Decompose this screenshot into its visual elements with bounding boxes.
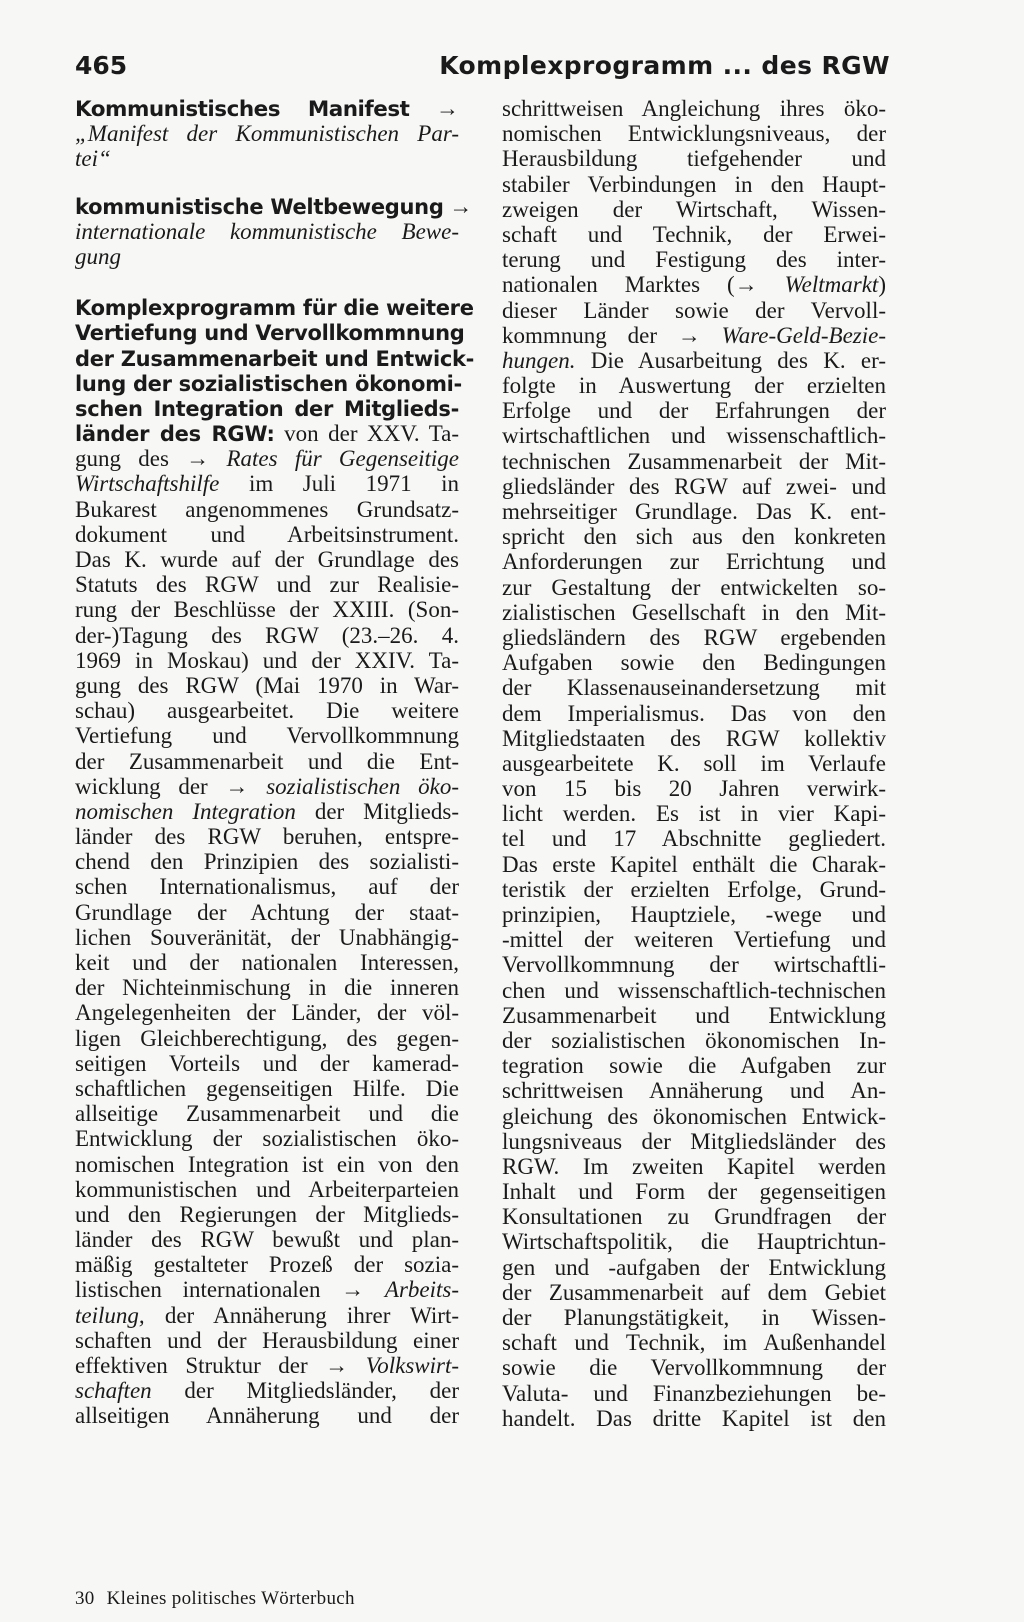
body-line: der Klassenauseinandersetzung mit (502, 675, 886, 701)
body-text: ) (878, 272, 886, 298)
body-line: Vertiefung und Vervollkommnung (75, 723, 459, 749)
body-line: zialistischen Gesellschaft in den Mit- (502, 599, 886, 625)
body-line: Das erste Kapitel enthält die Charak- (502, 851, 886, 877)
body-line: Valuta- und Finanzbeziehungen be- (502, 1380, 886, 1406)
body-line: allseitige Zusammenarbeit und die (75, 1101, 459, 1127)
body-text: der Mitglieds- (314, 798, 460, 824)
cross-reference-link[interactable]: Volkswirt- (365, 1353, 460, 1378)
cross-reference-arrow: → (436, 96, 459, 121)
body-text: gung des (75, 446, 169, 472)
body-line: -mittel der weiteren Vertiefung und (502, 927, 886, 953)
body-text: kommnung der (502, 322, 657, 348)
headword-line: Komplexprogramm für die weitere (75, 296, 474, 321)
body-line: mehrseitiger Grundlage. Das K. ent- (502, 499, 886, 524)
body-line: stabiler Verbindungen in den Haupt- (502, 171, 886, 197)
body-line: schaft und Technik, der Erwei- (502, 221, 886, 247)
left-column (75, 96, 475, 1429)
cross-reference-arrow: → (449, 193, 473, 219)
body-line: chen und wissenschaftlich-technischen (502, 977, 886, 1003)
body-line: zweigen der Wirtschaft, Wissen- (502, 196, 886, 222)
cross-reference-link[interactable]: internationale kommunistische Bewe- (75, 218, 459, 244)
cross-reference-link[interactable]: Weltmarkt (784, 272, 879, 298)
body-line: terung und Festigung des inter- (502, 247, 886, 273)
body-line: Zusammenarbeit und Entwicklung (502, 1002, 886, 1028)
body-text: nationalen Marktes ( (502, 272, 735, 298)
body-line: keit und der nationalen Interessen, (75, 950, 459, 975)
cross-reference-link-cont[interactable]: nomischen Integration (75, 798, 296, 824)
body-line: rung der Beschlüsse der XXIII. (Son- (75, 597, 459, 623)
cross-reference-link[interactable]: Ware-Geld-Bezie- (721, 322, 886, 348)
body-line: folgte in Auswertung der erzielten (502, 373, 886, 399)
body-line: allseitigen Annäherung und der (75, 1403, 459, 1429)
body-line: RGW. Im zweiten Kapitel werden (502, 1153, 886, 1179)
body-line: länder des RGW bewußt und plan- (75, 1227, 459, 1253)
body-line: schau) ausgearbeitet. Die weitere (75, 698, 459, 724)
body-line: seitigen Vorteils und der kamerad- (75, 1050, 459, 1076)
cross-reference-link-cont[interactable]: gung (75, 243, 121, 269)
body-line: sowie die Vervollkommnung der (502, 1355, 886, 1381)
body-line: zur Gestaltung der entwickelten so- (502, 574, 886, 600)
entry-kommunistisches-manifest (75, 96, 459, 172)
book-title: Kleines politisches Wörterbuch (106, 1588, 355, 1609)
body-line: tel und 17 Abschnitte gegliedert. (502, 826, 886, 852)
entry-spacer (75, 269, 459, 295)
page-footer (75, 1588, 355, 1610)
body-text: der Mitgliedsländer, der (184, 1378, 460, 1404)
body-line: der-)Tagung des RGW (23.–26. 4. (75, 622, 459, 648)
cross-reference-arrow: → (341, 1277, 365, 1303)
body-line: der sozialistischen ökonomischen In- (502, 1027, 886, 1053)
body-line: von 15 bis 20 Jahren verwirk- (502, 776, 886, 802)
body-line: dem Imperialismus. Das von den (502, 700, 886, 726)
headword-line: der Zusammenarbeit und Entwick- (75, 346, 475, 371)
cross-reference-link-cont[interactable]: hungen. (502, 347, 576, 373)
headword: Kommunistisches Manifest (75, 97, 410, 122)
body-line: Inhalt und Form der gegenseitigen (502, 1179, 886, 1205)
body-line: der Nichteinmischung in die inneren (75, 975, 459, 1001)
entry-kommunistische-weltbewegung (75, 193, 473, 270)
cross-reference-link[interactable]: sozialistischen öko- (266, 773, 460, 799)
running-title: Komplexprogramm ... des RGW (439, 51, 890, 80)
headword-line: länder des RGW: (75, 422, 275, 447)
body-line: prinzipien, Hauptziele, -wege und (502, 902, 886, 927)
body-line: Angelegenheiten der Länder, der völ- (75, 1000, 459, 1026)
body-line: der Planungstätigkeit, in Wissen- (502, 1305, 886, 1330)
body-line: lichen Souveränität, der Unabhängig- (75, 924, 459, 950)
body-line: Erfolge und der Erfahrungen der (502, 398, 886, 424)
body-line: Wirtschaftspolitik, die Hauptrichtun- (502, 1229, 886, 1255)
body-line: nomischen Entwicklungsniveaus, der (502, 121, 886, 147)
entry-komplexprogramm (75, 295, 475, 1429)
body-line: Entwicklung der sozialistischen öko- (75, 1126, 459, 1152)
entry-spacer (75, 172, 459, 194)
body-line: 1969 in Moskau) und der XXIV. Ta- (75, 647, 459, 673)
body-text: von der XXV. Ta- (284, 421, 460, 447)
body-line: und den Regierungen der Mitglieds- (75, 1201, 459, 1227)
cross-reference-arrow: → (225, 773, 249, 799)
body-line: dieser Länder sowie der Vervoll- (502, 297, 886, 323)
body-line: dokument und Arbeitsinstrument. (75, 521, 459, 547)
body-line: lungsniveaus der Mitgliedsländer des (502, 1128, 886, 1154)
body-line: schen Internationalismus, auf der (75, 874, 459, 900)
body-line: mäßig gestalteter Prozeß der sozia- (75, 1252, 459, 1278)
body-line: der Zusammenarbeit auf dem Gebiet (502, 1279, 886, 1305)
body-line: ausgearbeitete K. soll im Verlaufe (502, 750, 886, 776)
body-line: Aufgaben sowie den Bedingungen (502, 650, 886, 676)
page-number: 465 (75, 51, 128, 80)
body-text: effektiven Struktur der (75, 1353, 308, 1378)
body-line: gliedsländern des RGW ergebenden (502, 624, 886, 650)
body-line: schaft und Technik, im Außenhandel (502, 1330, 886, 1356)
body-text: im Juli 1971 in (248, 471, 460, 497)
body-line: schaftlichen gegenseitigen Hilfe. Die (75, 1075, 459, 1101)
body-line: der Zusammenarbeit und die Ent- (75, 748, 459, 774)
cross-reference-link-cont[interactable]: Wirtschaftshilfe (75, 471, 220, 497)
body-line: schrittweisen Annäherung und An- (502, 1078, 886, 1104)
cross-reference-arrow: → (325, 1353, 349, 1378)
body-line: nomischen Integration ist ein von den (75, 1151, 459, 1177)
cross-reference-arrow: → (186, 446, 210, 472)
body-line: Grundlage der Achtung der staat- (75, 899, 459, 925)
headword-line: Vertiefung und Vervollkommnung (75, 321, 465, 346)
headword: kommunistische Weltbewegung (75, 194, 444, 219)
cross-reference-link-cont[interactable]: schaften (75, 1378, 152, 1404)
body-line: chend den Prinzipien des sozialisti- (75, 849, 459, 875)
body-line: tegration sowie die Aufgaben zur (502, 1053, 886, 1079)
body-text: der Annäherung ihrer Wirt- (164, 1302, 459, 1328)
body-line: länder des RGW beruhen, entspre- (75, 824, 459, 850)
body-line: technischen Zusammenarbeit der Mit- (502, 448, 886, 474)
body-line: gen und -aufgaben der Entwicklung (502, 1254, 886, 1280)
body-line: Herausbildung tiefgehender und (502, 146, 886, 172)
body-line: Bukarest angenommenes Grundsatz- (75, 496, 459, 522)
body-line: gleichung des ökonomischen Entwick- (502, 1103, 886, 1129)
body-line: schrittweisen Angleichung ihres öko- (502, 96, 886, 121)
headword-line: schen Integration der Mitglieds- (75, 396, 459, 421)
body-line: spricht den sich aus den konkreten (502, 524, 886, 550)
body-line: wirtschaftlichen und wissenschaftlich- (502, 423, 886, 449)
signature-number: 30 (75, 1588, 95, 1609)
body-line: Vervollkommnung der wirtschaftli- (502, 952, 886, 978)
body-line: Konsultationen zu Grundfragen der (502, 1204, 886, 1230)
body-line: teristik der erzielten Erfolge, Grund- (502, 876, 886, 902)
body-line: handelt. Das dritte Kapitel ist den (502, 1405, 886, 1431)
cross-reference-link-cont[interactable]: teilung, (75, 1302, 145, 1328)
cross-reference-link-cont[interactable]: tei“ (75, 146, 111, 172)
body-line: ligen Gleichberechtigung, des gegen- (75, 1025, 459, 1051)
body-line: gung des RGW (Mai 1970 in War- (75, 672, 459, 698)
cross-reference-link[interactable]: Arbeits- (384, 1277, 459, 1303)
body-text: wicklung der (75, 773, 208, 799)
body-text: Die Ausarbeitung des K. er- (590, 347, 887, 373)
body-line: Anforderungen zur Errichtung und (502, 549, 886, 575)
body-line: kommunistischen und Arbeiterparteien (75, 1176, 459, 1202)
right-column (502, 96, 886, 1431)
body-line: gliedsländer des RGW auf zwei- und (502, 473, 886, 499)
cross-reference-link[interactable]: Rates für Gegenseitige (226, 446, 459, 472)
cross-reference-arrow: → (734, 272, 758, 298)
body-text: listischen internationalen (75, 1277, 321, 1303)
cross-reference-link[interactable]: „Manifest der Kommunistischen Par- (75, 121, 459, 147)
body-line: schaften und der Herausbildung einer (75, 1327, 459, 1353)
cross-reference-arrow: → (677, 322, 701, 348)
body-line: licht werden. Es ist in vier Kapi- (502, 801, 886, 827)
body-line: Mitgliedstaaten des RGW kollektiv (502, 725, 886, 751)
body-line: Statuts des RGW und zur Realisie- (75, 572, 459, 598)
body-line: Das K. wurde auf der Grundlage des (75, 547, 459, 572)
headword-line: lung der sozialistischen ökonomi- (75, 371, 462, 396)
